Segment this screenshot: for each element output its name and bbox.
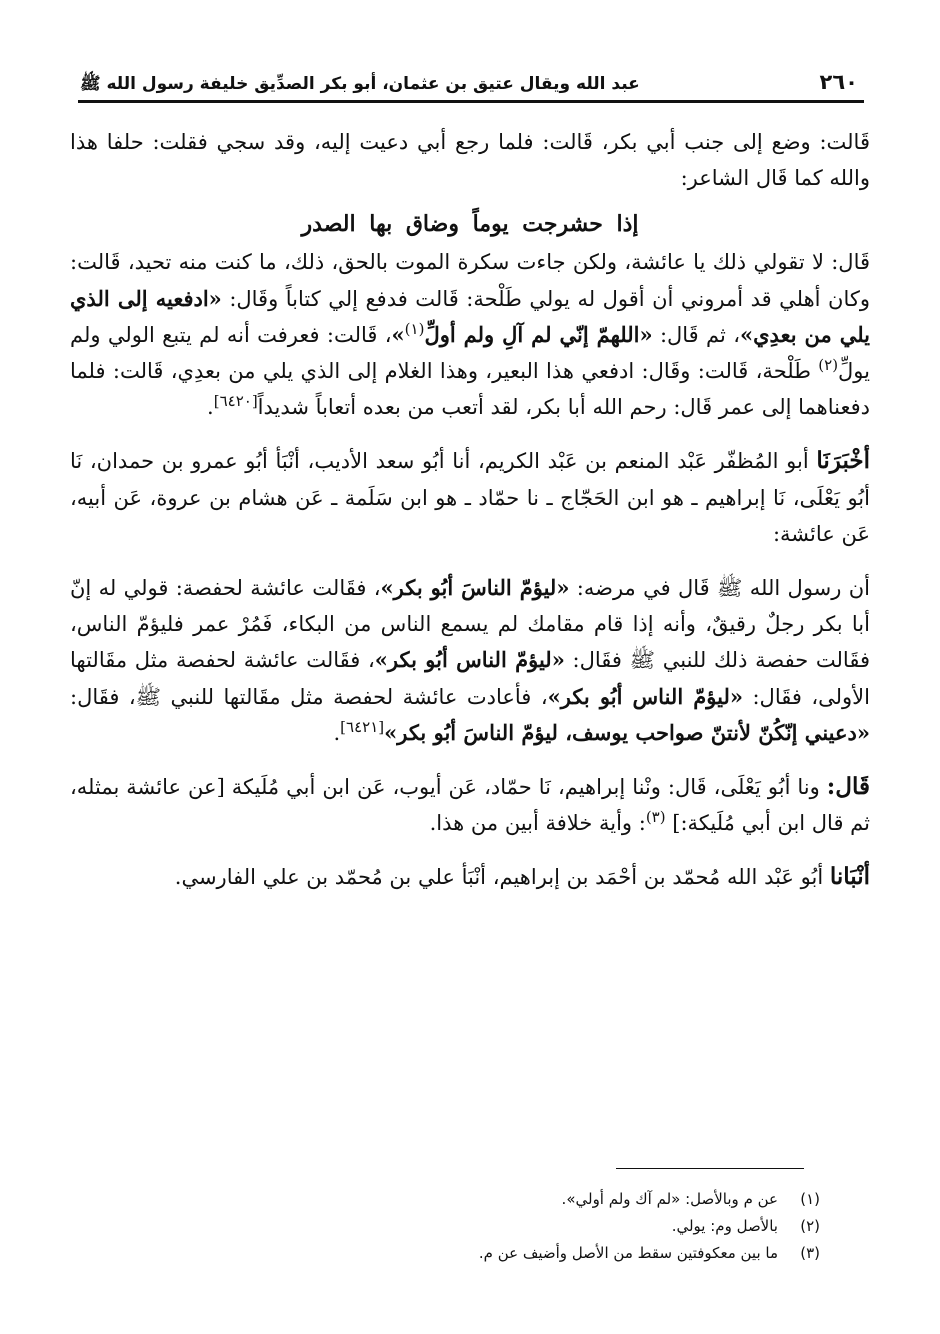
hadith-number: [٦٤٢٠] (213, 392, 258, 411)
transmission-term: أخْبَرَنَا (816, 447, 870, 475)
text-segment: ونا أبُو يَعْلَى، قَال: ونْنا إبراهيم، نَا حمّاد، عَن أيوب، عَن ابن أبي مُلَيكة [عن عائشة بمثله، ثم قال ابن أبي مُلَيكة:] (70, 775, 870, 836)
text-segment: أبو المُظفّر عَبْد المنعم بن عَبْد الكريم، أنا أبُو سعد الأديب، أنْبَأ أبُو عمرو بن حمدان، نَا أبُو يَعْلَى، نَا إبراهيم ـ هو ابن الحَجّاج ـ نا حمّاد ـ هو ابن سَلَمة ـ عَن هشام بن عروة، عَن أبيه، عَن عائشة: (70, 449, 870, 546)
text-segment: : وأية خلافة أبين من هذا. (429, 811, 646, 836)
header-divider (78, 100, 864, 103)
text-segment: . (333, 720, 341, 745)
footnotes (200, 1186, 820, 1267)
main-text (70, 124, 870, 896)
text-segment: طَلْحة، قَالت: وقَال: ادفعي هذا البعير، وهذا الغلام إلى الذي يلي من بعدِي، قَالت: فلما دفعناهما إلى عمر قَال: رحم الله أبا بكر، لقد أتعب من بعده أتعاباً شديداً (70, 359, 870, 420)
transmission-term: قَال: (826, 773, 870, 801)
text-segment: ، فقَالت عائشة لحفصة مثل مقَالتها الأولى، فقَال: (70, 648, 870, 709)
paragraph-2 (70, 244, 870, 425)
running-title: عبد الله ويقال عتيق بن عثمان، أبو بكر الصدِّيق خليفة رسول الله ﷺ (80, 74, 640, 94)
text-segment: . (207, 395, 214, 420)
text-segment: أن رسول الله ﷺ قَال في مرضه: (569, 576, 870, 601)
footnote-marker[interactable]: (١) (404, 319, 425, 338)
quote: «دعيني إنّكُنّ لأنتنّ صواحب يوسف، ليؤمّ الناسَ أبُو بكر» (384, 719, 870, 745)
footnote-number: (٢) (800, 1217, 820, 1235)
footnote-text: بالأصل وم: يولي. (671, 1217, 778, 1235)
footnote-item (200, 1186, 820, 1213)
quote: «ليؤمّ الناس أبُو بكر» (547, 683, 743, 709)
poetry-verse: إذا حشرجت يوماً وضاق بها الصدر (301, 211, 639, 238)
page-header (80, 70, 860, 100)
paragraph-1: قَالت: وضع إلى جنب أبي بكر، قَالت: فلما رجع أبي دعيت إليه، وقد سجي فقلت: حلفا هذا والله كما قَال الشاعر: (70, 130, 870, 191)
text-segment: ، فأعادت عائشة لحفصة مثل مقَالتها للنبي ﷺ، فقَال: (70, 684, 548, 709)
text-segment: ، ثم قَال: (652, 322, 740, 347)
footnote-text: عن م وبالأصل: «لم آك ولم أولي». (561, 1190, 778, 1208)
hadith-number: [٦٤٢١] (340, 717, 385, 736)
quote: «ليؤمّ الناسَ أبُو بكر» (380, 575, 570, 601)
text-segment: ، فقَالت عائشة لحفصة: قولي له إنّ أبا بكر رجلٌ رقيقٌ، وأنه إذا قام مقامك لم يسمع الناس من البكاء، فَمُرْ عمر فليؤمّ الناس، فقَالت حفصة ذلك للنبي ﷺ فقَال: (70, 576, 870, 673)
footnote-divider (616, 1168, 804, 1169)
footnote-marker[interactable]: (٣) (645, 808, 666, 827)
footnote-number: (١) (800, 1190, 820, 1208)
quote: «ليؤمّ الناس أبُو بكر» (374, 647, 565, 673)
quote-close: » (391, 321, 405, 347)
paragraph-isnad-3 (70, 859, 870, 895)
quote: «ادفعيه إلى الذي يلي من بعدِي» (70, 285, 871, 347)
page-number: ٢٦٠ (819, 70, 858, 94)
paragraph-isnad-2 (70, 769, 870, 841)
paragraph-hadith (70, 570, 870, 751)
paragraph-isnad-1 (70, 443, 870, 552)
quote: «اللهمّ إنّي لم آلِ ولم أولِّ (424, 321, 653, 347)
text-segment: أبُو عَبْد الله مُحمّد بن أحْمَد بن إبراهيم، أنْبَأ علي بن مُحمّد بن علي الفارسي. (174, 865, 830, 890)
footnote-number: (٣) (800, 1244, 820, 1262)
footnote-marker[interactable]: (٢) (818, 356, 839, 375)
footnote-text: ما بين معكوفتين سقط من الأصل وأضيف عن م. (478, 1244, 778, 1262)
footnote-item (200, 1240, 820, 1267)
text-segment: قَال: لا تقولي ذلك يا عائشة، ولكن جاءت سكرة الموت بالحق، ذلك، ما كنت منه تحيد، قَالت: وكان أهلي قد أمروني أن أقول له يولي طَلْحة: قَالت فدفع إلي كتاباً وقَال: (70, 250, 870, 311)
text-segment: ، قَالت: فعرفت أنه لم يتبع الولي ولم يولِّ (70, 322, 870, 384)
transmission-term: أنْبَانا (829, 863, 870, 891)
footnote-item (200, 1213, 820, 1240)
